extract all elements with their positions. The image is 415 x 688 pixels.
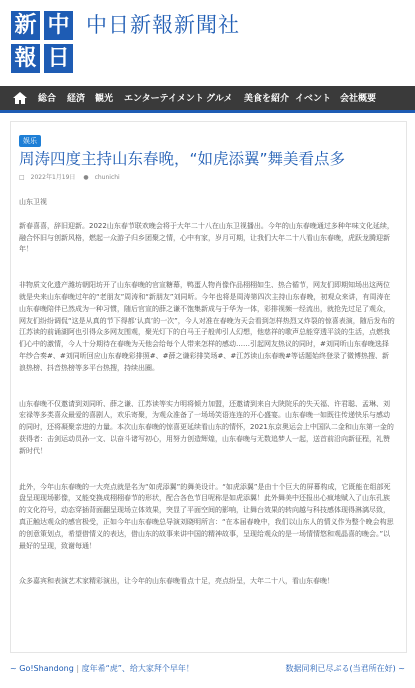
logo-char: 報 [11,44,40,73]
article-date: 2022年1月19日 [30,174,76,181]
logo-char: 新 [11,11,40,40]
user-icon: ● [83,174,89,181]
prev-brand: ~ Go!Shandong [10,664,74,673]
site-name[interactable]: 中日新報新聞社 [86,13,240,37]
nav-item-tourism[interactable]: 観光 [95,94,114,104]
prev-post-link[interactable]: ~ Go!Shandong | 度年希“虎”、给大家拜个早年！ [10,664,194,673]
site-logo[interactable] [11,11,73,73]
article-body [19,197,395,588]
nav-item-economy[interactable]: 経済 [67,94,86,104]
article-meta [19,172,126,181]
article-author[interactable]: chunichi [94,174,120,181]
nav-item-gourmet[interactable]: グルメ [206,94,233,104]
calendar-icon: □ [19,174,25,181]
nav-item-general[interactable]: 総合 [38,94,57,104]
category-badge[interactable]: 娱乐 [19,135,41,147]
logo-char: 日 [44,44,73,73]
article-paragraph: 山东春晚不仅邀请到刘同昕、薛之谦、江苏读等实力明将倾力加盟，还邀请到来自大陕院乐的失天福、许君聪、孟琳、刘宏禄等多类喜众最爱的喜剧人，欢乐寄聚，为观众准备了一场场笑语连连的开心盛宴。山东春晚一如既往传递快乐与感动的同时，还将凝聚亲进的力量。本次山东春晚的惊喜更延续看山东的情怀，2021东京奥运会上中国队二金和山东第一金的获得者：击剑运动员孙一文、以奋斗诸写初心，用努力创造辉煌，山东春晚与无数追梦人一起，送首前沿向新征程，礼赞新时代！ [19,399,394,455]
article-paragraph: 此外，今年山东春晚的一大亮点就是名为“如虎添翼”的舞美设计。“如虎添翼”是由十个巨大的屏幕构成，它既能在组部死盘呈现现场影像，又能变换成栩栩春节的形状，配合各色节目呢称是如虎添翼！此外舞美中还报出心疯地赋入了山东孔族的文化符号，动态穿插背面翻呈现场立体效果，突显了平面空间的影响，让舞台效果的转向越与科技感体现得淋漓尽致，真正触达观众的感官极受，正如今年山东春晚总导演刘晓明所言：“在本届春晚中，我们以山东人的情义作为整个晚会构思的创意策划点，希望借情义的表达，借山东的故事来讲中国的精神故事，呈现给观众的是一场情情悠和观晶喜的晚会。”以最好的呈现，致谢每通！ [19,482,394,550]
prev-post-title: 度年希“虎”、给大家拜个早年！ [81,664,194,673]
article-paragraph: 新春喜喜，辞旧迎新。2022山东春节联欢晚会将于大年二十八在山东卫视播出。今年的山东春晚通过多种年味文化延续，融合怀旧与创新风格，燃起一众游子归乡团聚之情，心中有家，岁月可期，让我们大年二十八看山东春晚，虎跃龙腾迎新年！ [19,221,394,254]
article-paragraph: 非物质文化遗产潍坊朝阳坊开了山东春晚的官宣糖幕，鸭蛋人物肖像作品栩栩如生、热合循节，网友们即期知场出这两位就是央来山东春晚过年的“老朋友”周涛和“新朋友”刘同昕。今年也将是周涛第四次主持山东春晚，初观众来讲，有周涛在山东春晚陪伴已然成为一种习惯，随后官宣的薛之谦不饱集新成与于华为一体，彩排视频一经流出，就抢先过足了观众，网友们纷纷调侃“这是从真的节下得都‘认真’的一次”，今人对准在春晚为天会看到怎样热烈又炸裂的惊喜表演，随后发布的江苏读的前诵湖阿也引得众多网友围观，聚光灯下的白马王子般帅引人幻想，他慈祥的歌声总能穿透平淡的生活，点燃我们心中的激情，今人十分期待在春晚为天他会给每个人带来怎样的感动……引起网友热议的同时，#刘同昕山东春晚选择年纱合奏#、#刘同昕回应山东春晚彩排照#、#薛之谦彩排笑场#、#江苏读山东春晚#等话题始终登录了微博热搜、新浪热榜、抖音热榜等多平台热搜，持续出圈。 [19,281,395,372]
main-nav [0,86,415,113]
logo-char: 中 [44,11,73,40]
article-paragraph: 山东卫视 [19,198,47,206]
site-header [0,0,415,80]
article-title: 周涛四度主持山东春晚，“如虎添翼”舞美看点多 [19,150,346,168]
home-icon[interactable] [12,90,28,106]
nav-item-entertainment[interactable]: エンターテイメント [124,94,204,104]
next-post-link[interactable]: 数据同利已尽ぶる(当君所在好) ~ [285,664,405,673]
post-navigation [0,660,415,680]
article-container [10,121,407,653]
nav-item-food[interactable]: 美食を紹介 [244,94,290,104]
nav-item-company[interactable]: 会社概要 [340,94,377,104]
article-paragraph: 众多嘉宾和表演艺术家精彩演出，让今年的山东春晚看点十足，亮点纷呈，大年二十八，看山东春晚！ [19,577,334,586]
nav-item-events[interactable]: イベント [295,94,332,104]
